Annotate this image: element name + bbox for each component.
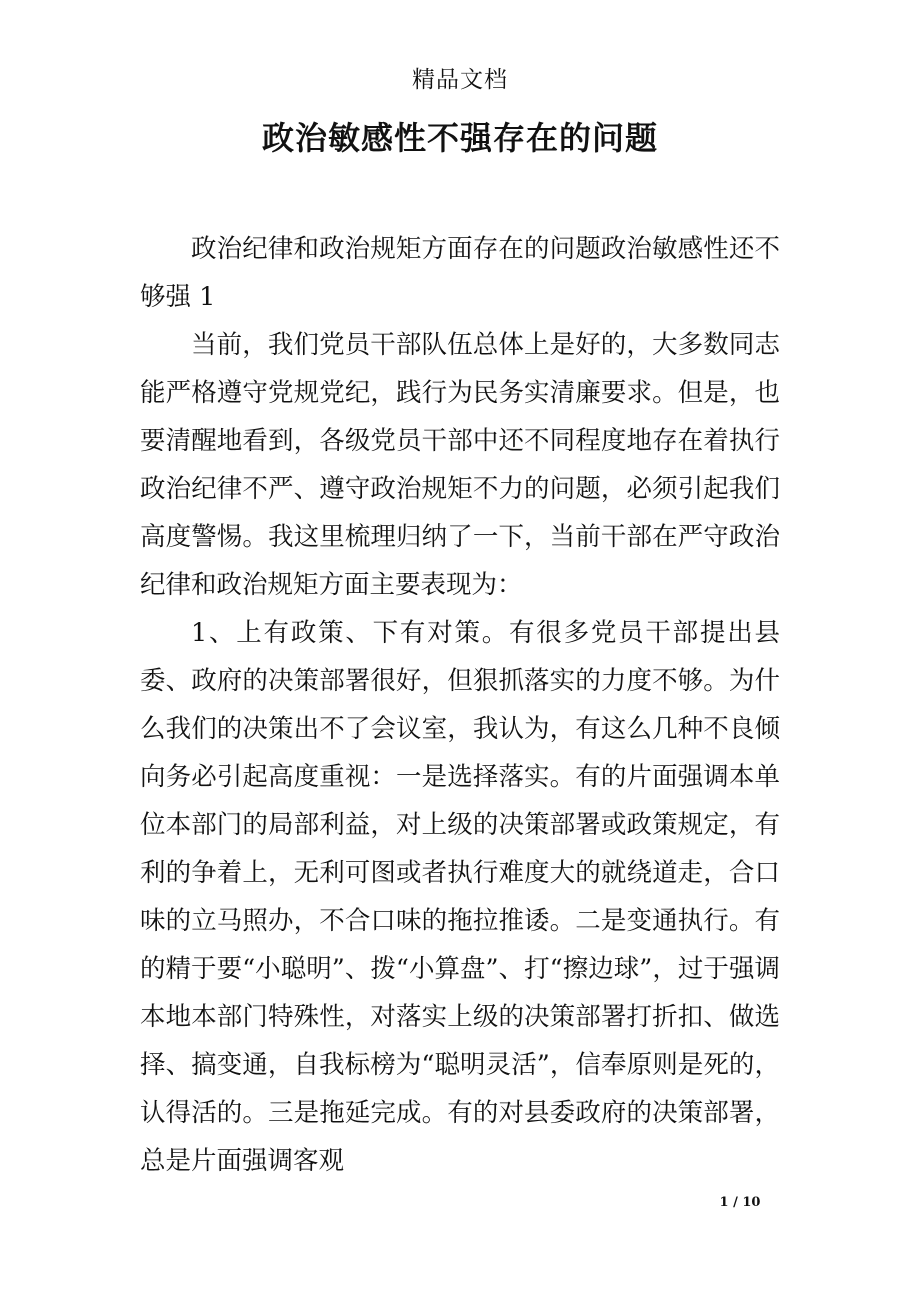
- document-title: 政治敏感性不强存在的问题: [261, 119, 658, 157]
- document-header: 精品文档: [412, 67, 508, 93]
- document-body: [140, 225, 780, 1185]
- paragraph-1: 政治纪律和政治规矩方面存在的问题政治敏感性还不够强 1: [140, 234, 780, 312]
- paragraph-2: 当前，我们党员干部队伍总体上是好的，大多数同志能严格遵守党规党纪，践行为民务实清廉要求。但是，也要清醒地看到，各级党员干部中还不同程度地存在着执行政治纪律不严、遵守政治规矩不力的问题，必须引起我们高度警惕。我这里梳理归纳了一下，当前干部在严守政治纪律和政治规矩方面主要表现为：: [140, 330, 780, 600]
- paragraph-3: 1、上有政策、下有对策。有很多党员干部提出县委、政府的决策部署很好，但狠抓落实的力度不够。为什么我们的决策出不了会议室，我认为，有这么几种不良倾向务必引起高度重视：一是选择落实。有的片面强调本单位本部门的局部利益，对上级的决策部署或政策规定，有利的争着上，无利可图或者执行难度大的就绕道走，合口味的立马照办，不合口味的拖拉推诿。二是变通执行。有的精于要“小聪明”、拨“小算盘”、打“擦边球”，过于强调本地本部门特殊性，对落实上级的决策部署打折扣、做选择、搞变通，自我标榜为“聪明灵活”，信奉原则是死的，认得活的。三是拖延完成。有的对县委政府的决策部署，总是片面强调客观: [140, 618, 780, 1176]
- page-number: 1 / 10: [719, 1195, 761, 1210]
